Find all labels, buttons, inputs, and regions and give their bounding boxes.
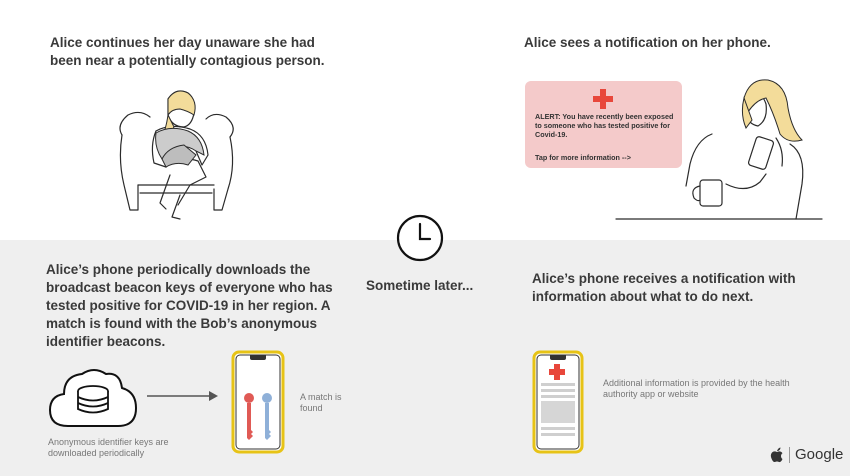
apple-logo-icon bbox=[770, 447, 784, 463]
panel-1-heading: Alice continues her day unaware she had been near a potentially contagious person. bbox=[50, 35, 325, 68]
database-icon bbox=[78, 386, 108, 413]
arrow-right-icon bbox=[147, 390, 219, 402]
alert-message: ALERT: You have recently been exposed to someone who has tested positive for Covid-19. bbox=[535, 112, 674, 139]
cloud-caption: Anonymous identifier keys are downloaded periodically bbox=[48, 437, 169, 458]
alice-phone-illustration bbox=[616, 74, 824, 222]
clock-icon bbox=[396, 214, 444, 262]
panel-2-heading: Alice sees a notification on her phone. bbox=[524, 35, 771, 50]
google-logo-text: Google bbox=[795, 446, 844, 463]
alice-sitting-illustration bbox=[110, 85, 250, 220]
red-cross-icon bbox=[593, 89, 613, 109]
apple-google-logo bbox=[770, 446, 843, 463]
cloud-database-icon bbox=[48, 364, 138, 430]
match-caption: A match is found bbox=[300, 392, 342, 413]
additional-info-caption: Additional information is provided by the health authority app or website bbox=[603, 378, 790, 399]
alert-tap-hint: Tap for more information --> bbox=[535, 153, 631, 162]
phone-icon bbox=[231, 350, 285, 454]
logo-separator bbox=[789, 447, 790, 463]
phone-icon bbox=[532, 350, 584, 454]
panel-3-heading: Alice’s phone periodically downloads the broadcast beacon keys of everyone who has tested positive for COVID-19 in her region. A match is found with the Bob’s anonymous identifier beacons. bbox=[46, 262, 333, 349]
panel-4-heading: Alice’s phone receives a notification with information about what to do next. bbox=[532, 271, 796, 304]
sometime-later-label: Sometime later... bbox=[366, 278, 474, 293]
